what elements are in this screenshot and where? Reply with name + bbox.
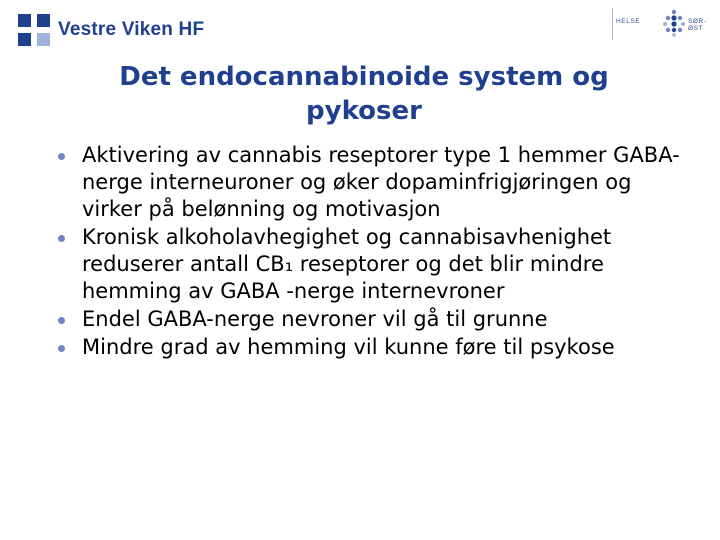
- bullet-text: Kronisk alkoholavhegighet og cannabisavhenighet reduserer antall CB₁ reseptorer og det blir mindre hemming av GABA -nerge internevroner: [82, 225, 612, 303]
- logo-word-helse: HELSE: [616, 18, 641, 25]
- logo-word-sor-ost: SØR-ØST: [688, 18, 707, 32]
- bullet-item: [56, 224, 696, 305]
- vestre-viken-logo: [18, 12, 204, 48]
- bullet-dot-icon: [58, 317, 65, 324]
- dots-logo-icon: [662, 9, 686, 37]
- cross-logo-icon: [18, 14, 50, 46]
- bullet-dot-icon: [58, 345, 65, 352]
- logo-text: Vestre Viken HF: [58, 19, 205, 40]
- bullet-item: [56, 142, 696, 223]
- logo-divider: [612, 8, 613, 40]
- bullet-text: Endel GABA-nerge nevroner vil gå til grunne: [82, 307, 548, 331]
- bullet-item: [56, 306, 696, 333]
- bullet-text: Mindre grad av hemming vil kunne føre til psykose: [82, 335, 615, 359]
- helse-sor-ost-logo: [612, 6, 720, 40]
- bullet-text: Aktivering av cannabis reseptorer type 1 hemmer GABA-nerge interneuroner og øker dopaminfrigjøringen og virker på belønning og motivasjon: [82, 143, 680, 221]
- slide-title: Det endocannabinoide system og pykoser: [119, 62, 609, 126]
- bullet-list: [56, 142, 696, 362]
- bullet-item: [56, 334, 696, 361]
- bullet-dot-icon: [58, 153, 65, 160]
- bullet-dot-icon: [58, 235, 65, 242]
